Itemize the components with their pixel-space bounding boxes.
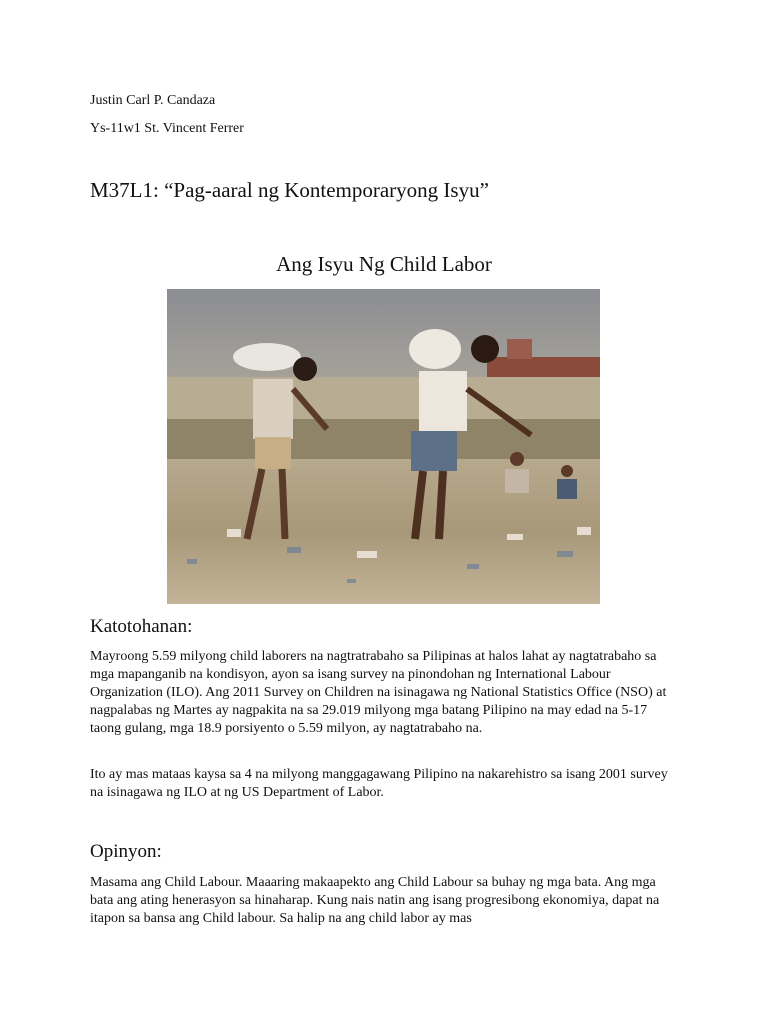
document-title: M37L1: “Pag-aaral ng Kontemporaryong Isyu” (90, 178, 489, 202)
child-labor-photo (167, 289, 600, 604)
author-name: Justin Carl P. Candaza (90, 93, 216, 108)
document-subtitle: Ang Isyu Ng Child Labor (276, 252, 492, 276)
facts-heading: Katotohanan: (90, 616, 193, 637)
opinion-heading: Opinyon: (90, 841, 162, 862)
student-section: Ys-11w1 St. Vincent Ferrer (90, 121, 244, 136)
opinion-paragraph-1: Masama ang Child Labour. Maaaring makaapekto ang Child Labour sa buhay ng mga bata. Ang mga bata ang ating henerasyon sa hinaharap. Kung nais natin ang isang progresibong ekonomiya, dapat na itapon sa bansa ang Child labour. Sa halip na ang child labor ay mas (90, 875, 660, 926)
facts-paragraph-2: Ito ay mas mataas kaysa sa 4 na milyong manggagawang Pilipino na nakarehistro sa isang 2001 survey na isinagawa ng ILO at ng US Department of Labor. (90, 767, 668, 800)
facts-paragraph-1: Mayroong 5.59 milyong child laborers na nagtratrabaho sa Pilipinas at halos lahat ay nagtatrabaho sa mga mapanganib na kondisyon, ayon sa isang survey na pinondohan ng International Labour Organization (ILO). Ang 2011 Survey on Children na isinagawa ng National Statistics Office (NSO) at nagpalabas ng Martes ay nagpakita na sa 29.019 milyong mga batang Pilipino na may edad na 5-17 taong gulang, mga 18.9 porsiyento o 5.59 milyon, ay nagtatrabaho na. (90, 649, 667, 736)
